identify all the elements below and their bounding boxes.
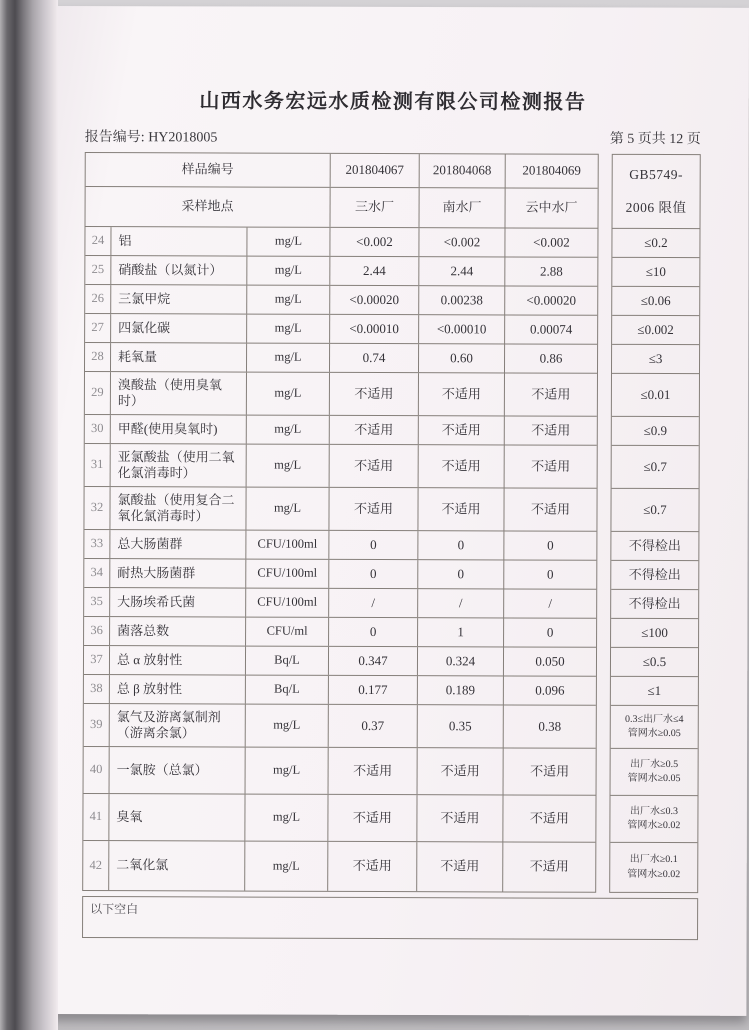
value-plant2: /	[417, 589, 503, 617]
parameter-name: 氯酸盐（使用复合二氧化氯消毒时）	[109, 487, 245, 529]
value-plant2: 1	[417, 618, 503, 646]
table-row	[85, 342, 597, 373]
unit: mg/L	[246, 228, 329, 256]
unit: mg/L	[246, 315, 329, 343]
report-number: 报告编号: HY2018005	[84, 129, 218, 146]
value-plant2: 2.44	[418, 257, 504, 285]
parameter-name: 一氯胺（总氯）	[109, 747, 245, 793]
value-plant3: 不适用	[504, 373, 597, 415]
limit-column	[609, 154, 701, 893]
value-plant3: 不适用	[503, 488, 596, 530]
parameter-name: 耐热大肠菌群	[109, 559, 245, 587]
table-row	[84, 558, 596, 589]
limit-value: ≤10	[612, 257, 699, 286]
limit-header-line2: 2006 限值	[625, 199, 687, 215]
table-row	[85, 414, 597, 445]
report-title: 山西水务宏远水质检测有限公司检测报告	[199, 90, 587, 114]
table-row	[85, 371, 597, 416]
row-number: 36	[90, 623, 103, 638]
value-plant3: <0.002	[504, 228, 597, 256]
limit-value: ≤0.7	[612, 445, 699, 488]
unit: mg/L	[244, 842, 327, 891]
unit: CFU/ml	[245, 618, 328, 646]
row-number: 31	[90, 457, 104, 472]
value-plant1: 不适用	[327, 842, 416, 891]
unit: mg/L	[246, 416, 329, 444]
value-plant1: <0.002	[329, 228, 418, 256]
limit-header	[613, 155, 700, 228]
value-plant1: 0	[328, 618, 417, 646]
header-row-sample-id	[86, 153, 598, 188]
unit: CFU/100ml	[245, 589, 328, 617]
limit-value: ≤0.5	[611, 647, 698, 676]
value-plant2: 0	[417, 531, 503, 559]
row-number: 37	[90, 652, 103, 667]
value-plant1: 0.74	[329, 344, 418, 372]
location: 南水厂	[419, 188, 505, 227]
value-plant3: 不适用	[502, 842, 595, 891]
value-plant1: 不适用	[328, 748, 417, 794]
table-row	[84, 746, 596, 795]
value-plant2: <0.002	[418, 228, 504, 256]
parameter-name: 甲醛(使用臭氧时)	[110, 415, 246, 443]
header-row-location	[86, 186, 598, 228]
row-number: 42	[89, 857, 103, 872]
unit: Bq/L	[245, 676, 328, 704]
value-plant1: 0.37	[328, 705, 417, 747]
parameter-name: 硝酸盐（以氮计）	[110, 256, 246, 284]
table-row	[85, 313, 597, 344]
parameter-name: 大肠埃希氏菌	[109, 588, 245, 616]
row-number: 30	[91, 421, 104, 436]
table-row	[85, 284, 597, 315]
value-plant2: 不适用	[418, 416, 504, 444]
value-plant1: <0.00010	[329, 315, 418, 343]
limit-value: ≤0.7	[611, 488, 698, 531]
table-row	[85, 255, 597, 286]
limit-value: 出厂水≥0.1 管网水≥0.02	[610, 842, 697, 892]
unit: mg/L	[246, 286, 329, 314]
value-plant3: /	[503, 589, 596, 617]
row-number: 34	[90, 565, 104, 580]
sample-id: 201804069	[505, 154, 598, 187]
blank-note: 以下空白	[90, 902, 139, 917]
limit-value: 不得检出	[611, 589, 698, 618]
table-row	[84, 529, 596, 560]
unit: Bq/L	[245, 647, 328, 675]
unit: mg/L	[246, 445, 329, 487]
table-row	[84, 674, 596, 705]
limit-value: ≤0.01	[612, 373, 699, 416]
limit-header-line1: GB5749-	[629, 167, 684, 183]
value-plant1: 不适用	[329, 445, 418, 487]
value-plant2: <0.00010	[418, 315, 504, 343]
main-table	[82, 152, 599, 893]
limit-value: ≤0.002	[612, 315, 699, 344]
location: 三水厂	[330, 188, 419, 227]
limit-value: 出厂水≥0.5 管网水≥0.05	[611, 748, 698, 795]
limit-value: 不得检出	[611, 531, 698, 560]
limit-value: ≤3	[612, 344, 699, 373]
value-plant3: 0	[503, 618, 596, 646]
parameter-name: 臭氧	[108, 794, 244, 840]
results-table	[82, 152, 701, 893]
sample-id: 201804067	[330, 154, 419, 187]
row-number: 26	[91, 291, 105, 306]
value-plant2: 0.35	[417, 705, 503, 747]
page-content	[82, 84, 701, 940]
value-plant3: 不适用	[504, 445, 597, 487]
limit-value: ≤0.9	[612, 416, 699, 445]
parameter-name: 氯气及游离氯制剂（游离余氯）	[109, 704, 245, 746]
parameter-name: 菌落总数	[109, 617, 245, 645]
value-plant2: 不适用	[417, 488, 503, 530]
row-number: 39	[89, 717, 103, 732]
row-number: 33	[90, 536, 104, 551]
row-number: 35	[90, 594, 103, 609]
sample-no-label: 样品编号	[181, 161, 234, 177]
limit-value: ≤0.2	[612, 228, 699, 257]
value-plant1: 0.177	[328, 676, 417, 704]
table-row	[84, 703, 596, 748]
unit: mg/L	[245, 748, 328, 794]
table-row	[85, 226, 597, 257]
page-edge-shadow	[0, 0, 58, 1030]
parameter-name: 亚氯酸盐（使用二氧化氯消毒时）	[110, 444, 246, 486]
value-plant1: 不适用	[329, 373, 418, 415]
unit: mg/L	[246, 373, 329, 415]
table-row	[84, 616, 596, 647]
sample-id: 201804068	[419, 154, 505, 187]
value-plant2: 0.324	[417, 647, 503, 675]
unit: CFU/100ml	[245, 560, 328, 588]
page-indicator: 第 5 页共 12 页	[609, 131, 701, 148]
parameter-name: 总大肠菌群	[109, 530, 245, 558]
value-plant3: 0.00074	[504, 315, 597, 343]
table-row	[84, 587, 596, 618]
table-row	[83, 793, 595, 842]
unit: mg/L	[244, 795, 327, 841]
unit: mg/L	[246, 344, 329, 372]
parameter-name: 耗氧量	[110, 343, 246, 371]
value-plant1: 0.347	[328, 647, 417, 675]
limit-value: 不得检出	[611, 560, 698, 589]
value-plant2: 不适用	[416, 795, 502, 841]
value-plant3: 不适用	[503, 748, 596, 794]
table-row	[83, 840, 595, 892]
value-plant2: 0.60	[418, 344, 504, 372]
parameter-name: 二氧化氯	[108, 841, 244, 890]
parameter-name: 铝	[110, 227, 246, 255]
value-plant3: 0	[503, 531, 596, 559]
location: 云中水厂	[505, 188, 598, 227]
limit-body	[610, 228, 699, 892]
value-plant1: <0.00020	[329, 286, 418, 314]
unit: mg/L	[246, 257, 329, 285]
limit-value: ≤0.06	[612, 286, 699, 315]
row-number: 25	[91, 262, 105, 277]
value-plant3: 2.88	[504, 257, 597, 285]
value-plant1: /	[328, 589, 417, 617]
value-plant2: 不适用	[418, 373, 504, 415]
blank-note-box	[82, 896, 698, 940]
parameter-name: 四氯化碳	[110, 314, 246, 342]
value-plant3: 0.38	[503, 705, 596, 747]
value-plant1: 0	[328, 560, 417, 588]
row-number: 27	[91, 320, 104, 335]
value-plant1: 2.44	[329, 257, 418, 285]
meta-row	[85, 126, 701, 148]
value-plant1: 不适用	[327, 795, 416, 841]
value-plant3: 0.86	[504, 344, 597, 372]
value-plant2: 0.00238	[418, 286, 504, 314]
parameter-name: 总 β 放射性	[109, 675, 245, 703]
row-number: 32	[90, 500, 104, 515]
value-plant3: 0.096	[503, 676, 596, 704]
value-plant3: 不适用	[502, 795, 595, 841]
table-row	[84, 486, 596, 531]
value-plant1: 不适用	[329, 416, 418, 444]
row-number: 28	[91, 349, 104, 364]
unit: CFU/100ml	[245, 531, 328, 559]
limit-value: ≤100	[611, 618, 698, 647]
value-plant2: 不适用	[417, 748, 503, 794]
limit-value: ≤1	[611, 676, 698, 705]
value-plant3: 0.050	[503, 647, 596, 675]
value-plant3: 0	[503, 560, 596, 588]
value-plant3: 不适用	[504, 416, 597, 444]
row-number: 29	[91, 385, 104, 400]
row-number: 24	[91, 233, 105, 248]
row-number: 40	[89, 762, 103, 777]
row-number: 41	[89, 809, 103, 824]
limit-value: 出厂水≤0.3 管网水≥0.02	[610, 795, 697, 842]
value-plant2: 不适用	[416, 842, 502, 891]
table-row	[85, 443, 597, 488]
value-plant1: 0	[328, 531, 417, 559]
value-plant2: 不适用	[418, 445, 504, 487]
unit: mg/L	[245, 705, 328, 747]
location-label: 采样地点	[181, 198, 234, 214]
value-plant3: <0.00020	[504, 286, 597, 314]
limit-value: 0.3≤出厂水≤4 管网水≥0.05	[611, 705, 698, 748]
parameter-name: 三氯甲烷	[110, 285, 246, 313]
row-number: 38	[90, 681, 103, 696]
value-plant2: 0.189	[417, 676, 503, 704]
parameter-name: 总 α 放射性	[109, 646, 245, 674]
table-row	[84, 645, 596, 676]
value-plant1: 不适用	[328, 488, 417, 530]
parameter-name: 溴酸盐（使用臭氧时）	[110, 372, 246, 414]
unit: mg/L	[245, 488, 328, 530]
table-body	[83, 226, 597, 892]
value-plant2: 0	[417, 560, 503, 588]
